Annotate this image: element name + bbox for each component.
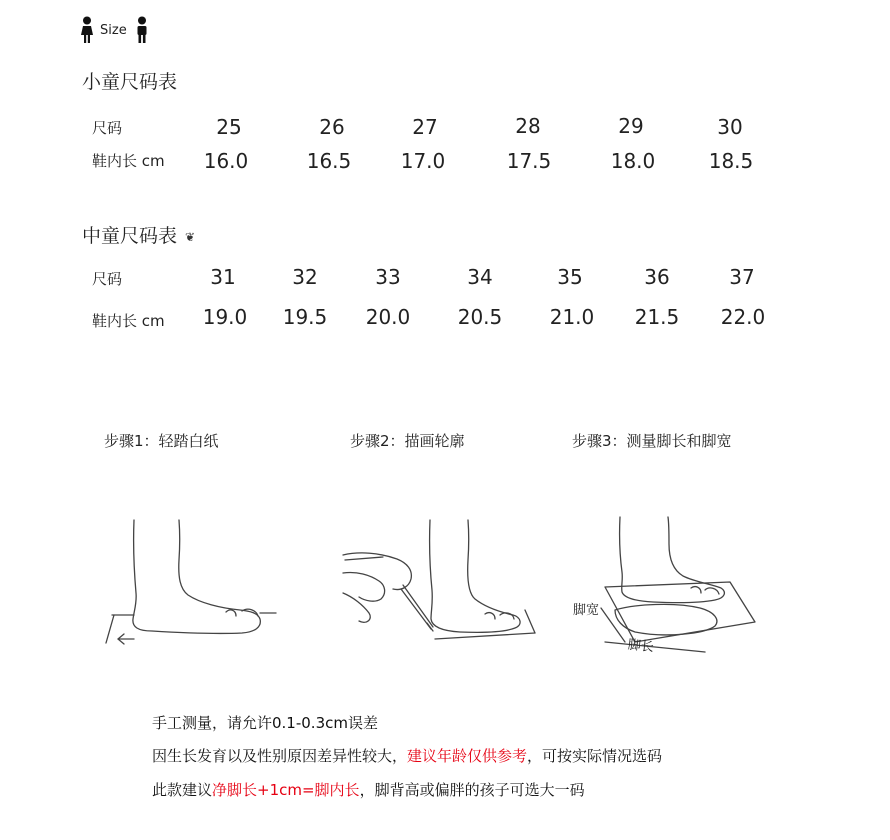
- step-3-measure-illustration: [565, 512, 775, 662]
- medium-length-cell: 22.0: [720, 305, 766, 329]
- medium-length-cell: 21.0: [549, 305, 595, 329]
- small-length-row-label: 鞋内长 cm: [92, 152, 165, 170]
- medium-length-cell: 21.5: [634, 305, 680, 329]
- note-line-2-text-a: 因生长发育以及性别原因差异性较大，: [152, 747, 408, 765]
- medium-length-row-label: 鞋内长 cm: [92, 312, 165, 330]
- medium-length-cell: 20.0: [365, 305, 411, 329]
- note-line-2-highlight: 建议年龄仅供参考: [407, 747, 528, 765]
- medium-size-cell: 31: [210, 265, 236, 289]
- small-size-row-label: 尺码: [92, 119, 123, 137]
- step-1-foot-illustration: [100, 515, 285, 650]
- note-line-3: [152, 779, 585, 800]
- small-length-cell: 16.0: [203, 149, 249, 173]
- small-length-cell: 18.5: [708, 149, 754, 173]
- medium-length-cell: 20.5: [457, 305, 503, 329]
- note-line-2-text-b: ，可按实际情况选码: [527, 747, 663, 765]
- small-size-cell: 27: [412, 115, 438, 139]
- note-line-1-text: 手工测量，请允许0.1-0.3cm误差: [152, 714, 378, 732]
- size-label: Size: [100, 22, 127, 38]
- size-header: [80, 14, 149, 46]
- foot-width-label: 脚宽: [573, 603, 600, 618]
- medium-table-title: [82, 221, 195, 248]
- medium-table-title-text: 中童尺码表: [82, 225, 178, 247]
- small-size-cell: 26: [319, 115, 345, 139]
- step-3-caption: 步骤3：测量脚长和脚宽: [572, 432, 732, 450]
- small-size-cell: 25: [216, 115, 242, 139]
- note-line-1: [152, 712, 378, 733]
- paw-icon: ❦: [185, 229, 196, 244]
- medium-size-row-label: 尺码: [92, 270, 123, 288]
- note-line-3-highlight: 净脚长+1cm=脚内长: [212, 781, 360, 799]
- medium-size-cell: 36: [644, 265, 670, 289]
- step-2-caption: 步骤2：描画轮廓: [350, 432, 465, 450]
- small-size-cell: 29: [618, 114, 644, 138]
- note-line-3-text-b: ，脚背高或偏胖的孩子可选大一码: [359, 781, 585, 799]
- medium-size-cell: 32: [292, 265, 318, 289]
- small-length-cell: 16.5: [306, 149, 352, 173]
- medium-size-cell: 37: [729, 265, 755, 289]
- step-1-caption: 步骤1：轻踏白纸: [104, 432, 219, 450]
- step-2-trace-illustration: [335, 515, 545, 650]
- note-line-3-text-a: 此款建议: [152, 781, 213, 799]
- small-length-cell: 18.0: [610, 149, 656, 173]
- small-size-cell: 30: [717, 115, 743, 139]
- girl-icon: [80, 16, 94, 44]
- small-table-title: 小童尺码表: [82, 71, 178, 93]
- medium-length-cell: 19.0: [202, 305, 248, 329]
- small-size-cell: 28: [515, 114, 541, 138]
- medium-length-cell: 19.5: [282, 305, 328, 329]
- medium-size-cell: 34: [467, 265, 493, 289]
- small-length-cell: 17.0: [400, 149, 446, 173]
- boy-icon: [135, 16, 149, 44]
- medium-size-cell: 33: [375, 265, 401, 289]
- foot-length-label: 脚长: [627, 637, 655, 656]
- medium-size-cell: 35: [557, 265, 583, 289]
- note-line-2: [152, 745, 662, 766]
- small-length-cell: 17.5: [506, 149, 552, 173]
